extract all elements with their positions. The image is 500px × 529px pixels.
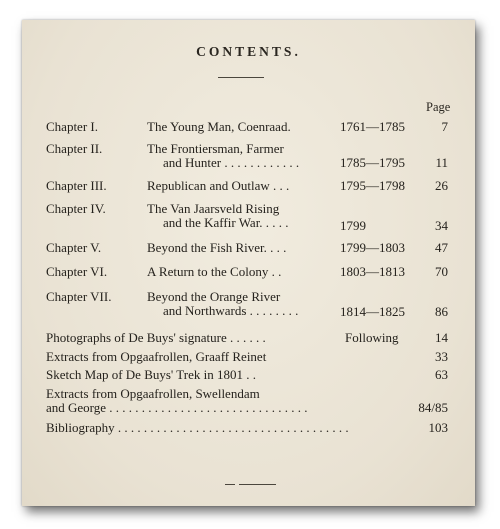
chapter-page: 34 (435, 218, 448, 233)
chapter-page: 70 (435, 264, 448, 279)
chapter-dates: 1785—1795 (340, 155, 405, 170)
chapter-dates: 1799—1803 (340, 240, 405, 255)
chapter-dates: 1814—1825 (340, 304, 405, 319)
extra-page: 63 (435, 367, 448, 382)
chapter-title: Republican and Outlaw . . . (147, 178, 290, 193)
page-column-label: Page (426, 100, 451, 114)
extra-page: 103 (428, 420, 448, 435)
chapter-dates: 1803—1813 (340, 264, 405, 279)
chapter-page: 47 (435, 240, 448, 255)
extra-page: 84/85 (418, 400, 448, 415)
extra-title: Extracts from Opgaafrollen, Swellendam and George . . . . . . . . . . . . . . . . . . . . . . . . . . . . . . . (46, 386, 308, 415)
extra-page: 14 (435, 330, 448, 345)
chapter-page: 7 (441, 119, 448, 134)
chapter-title: The Young Man, Coenraad. (147, 119, 291, 134)
chapter-number: Chapter VII. (46, 289, 112, 304)
chapter-title: The Van Jaarsveld Rising and the Kaffir War. . . . . (147, 201, 289, 230)
book-page (22, 20, 475, 506)
extra-label: Following (345, 330, 399, 345)
extra-title: Sketch Map of De Buys' Trek in 1801 . . (46, 367, 256, 382)
chapter-number: Chapter III. (46, 178, 107, 193)
chapter-page: 26 (435, 178, 448, 193)
chapter-number: Chapter IV. (46, 201, 106, 216)
bottom-rule (225, 484, 276, 485)
chapter-number: Chapter I. (46, 119, 98, 134)
chapter-dates: 1795—1798 (340, 178, 405, 193)
chapter-title: The Frontiersman, Farmer and Hunter . . . . . . . . . . . . (147, 141, 300, 170)
chapter-page: 11 (435, 155, 448, 170)
chapter-title: Beyond the Fish River. . . . (147, 240, 287, 255)
chapter-number: Chapter II. (46, 141, 103, 156)
chapter-number: Chapter V. (46, 240, 102, 255)
chapter-page: 86 (435, 304, 448, 319)
extra-title: Photographs of De Buys' signature . . . . . . (46, 330, 266, 345)
chapter-title: Beyond the Orange River and Northwards . . . . . . . . (147, 289, 299, 318)
chapter-title: A Return to the Colony . . (147, 264, 282, 279)
title-rule (218, 77, 264, 78)
extra-title: Extracts from Opgaafrollen, Graaff Reinet (46, 349, 267, 364)
chapter-number: Chapter VI. (46, 264, 108, 279)
page-title: CONTENTS. (196, 44, 301, 59)
extra-title: Bibliography . . . . . . . . . . . . . . . . . . . . . . . . . . . . . . . . . . . . (46, 420, 349, 435)
extra-page: 33 (435, 349, 448, 364)
chapter-dates: 1799 (340, 218, 366, 233)
chapter-dates: 1761—1785 (340, 119, 405, 134)
